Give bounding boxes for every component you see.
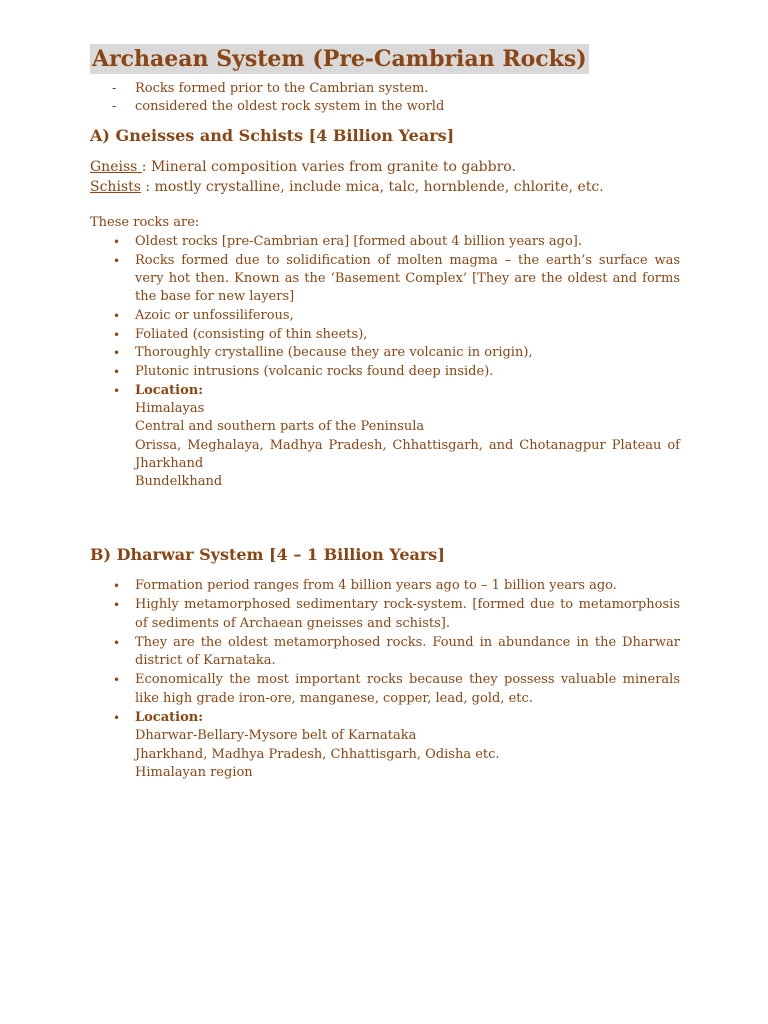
- list-item: [90, 577, 680, 595]
- bullet-icon: •: [113, 235, 121, 249]
- location-item: [90, 382, 680, 492]
- section-b-bullets: [90, 577, 680, 782]
- location-line: Dharwar-Bellary-Mysore belt of Karnataka: [135, 728, 417, 744]
- list-item-text: Oldest rocks [pre-Cambrian era] [formed about 4 billion years ago].: [135, 234, 583, 249]
- list-item: [90, 344, 680, 362]
- intro-point-text: considered the oldest rock system in the world: [135, 99, 445, 114]
- list-item-text: They are the oldest metamorphosed rocks. Found in abundance in the Dharwar district of Karnataka.: [135, 634, 680, 669]
- bullet-icon: •: [113, 673, 121, 688]
- list-item: [90, 596, 680, 633]
- section-a-heading: A) Gneisses and Schists [4 Billion Years]: [90, 126, 455, 145]
- bullet-icon: •: [113, 365, 121, 380]
- list-item: [90, 363, 680, 381]
- location-line: Central and southern parts of the Peninsula: [135, 419, 425, 435]
- list-item: [90, 634, 680, 671]
- list-item: [90, 326, 680, 344]
- bullet-icon: •: [113, 308, 121, 323]
- gneiss-term: Gneiss: [90, 159, 142, 175]
- bullet-icon: •: [113, 579, 121, 593]
- list-item-text: Economically the most important rocks because they possess valuable minerals like high grade iron-ore, manganese, copper, lead, gold, etc.: [135, 672, 680, 706]
- gneiss-definition: [90, 157, 680, 177]
- document-page: [90, 44, 680, 492]
- location-line: Himalayas: [135, 401, 205, 417]
- intro-point: [90, 80, 680, 98]
- list-item: [90, 671, 680, 708]
- bullet-icon: •: [113, 635, 121, 650]
- section-b: [90, 544, 680, 783]
- location-line: Jharkhand, Madhya Pradesh, Chhattisgarh, Odisha etc.: [135, 746, 500, 762]
- location-item: [90, 709, 680, 782]
- intro-points: [90, 80, 680, 116]
- list-item-text: Thoroughly crystalline (because they are volcanic in origin),: [135, 345, 533, 361]
- intro-point: [90, 98, 680, 116]
- list-item-text: Foliated (consisting of thin sheets),: [135, 326, 368, 342]
- section-a-intro: These rocks are:: [90, 215, 200, 230]
- definitions: [90, 157, 680, 197]
- location-label: Location:: [135, 382, 204, 398]
- bullet-icon: •: [113, 327, 121, 342]
- location-label: Location:: [135, 710, 204, 726]
- page-title: Archaean System (Pre-Cambrian Rocks): [92, 46, 587, 72]
- list-item: [90, 252, 680, 307]
- bullet-icon: •: [113, 346, 121, 361]
- schists-definition: [90, 177, 680, 197]
- schists-def-text: : mostly crystalline, include mica, talc, hornblende, chlorite, etc.: [140, 179, 604, 195]
- gneiss-def-text: : Mineral composition varies from granite to gabbro.: [141, 159, 516, 175]
- list-item-text: Formation period ranges from 4 billion years ago to – 1 billion years ago.: [135, 578, 617, 593]
- schists-term: Schists: [90, 179, 141, 195]
- dash-marker: -: [112, 81, 117, 96]
- list-item-text: Azoic or unfossiliferous,: [135, 307, 294, 323]
- bullet-icon: •: [113, 598, 121, 613]
- list-item-text: Rocks formed due to solidification of molten magma – the earth’s surface was very hot then. Known as the ‘Basement Complex’ [They are the oldest and forms the base for new layers]: [135, 252, 680, 305]
- list-item-text: Highly metamorphosed sedimentary rock-system. [formed due to metamorphosis of sediments of Archaean gneisses and schists].: [135, 597, 680, 631]
- location-line: Himalayan region: [135, 764, 253, 780]
- list-item-text: Plutonic intrusions (volcanic rocks found deep inside).: [135, 364, 494, 380]
- list-item: [90, 233, 680, 251]
- location-line: Orissa, Meghalaya, Madhya Pradesh, Chhattisgarh, and Chotanagpur Plateau of Jharkhand: [135, 437, 680, 471]
- section-b-heading: B) Dharwar System [4 – 1 Billion Years]: [90, 545, 445, 564]
- list-item: [90, 307, 680, 325]
- intro-point-text: Rocks formed prior to the Cambrian system.: [135, 81, 429, 96]
- bullet-icon: •: [113, 711, 121, 726]
- dash-marker: -: [112, 99, 117, 114]
- section-a-bullets: [90, 233, 680, 492]
- bullet-icon: •: [113, 253, 121, 268]
- location-line: Bundelkhand: [135, 474, 223, 490]
- bullet-icon: •: [113, 383, 121, 398]
